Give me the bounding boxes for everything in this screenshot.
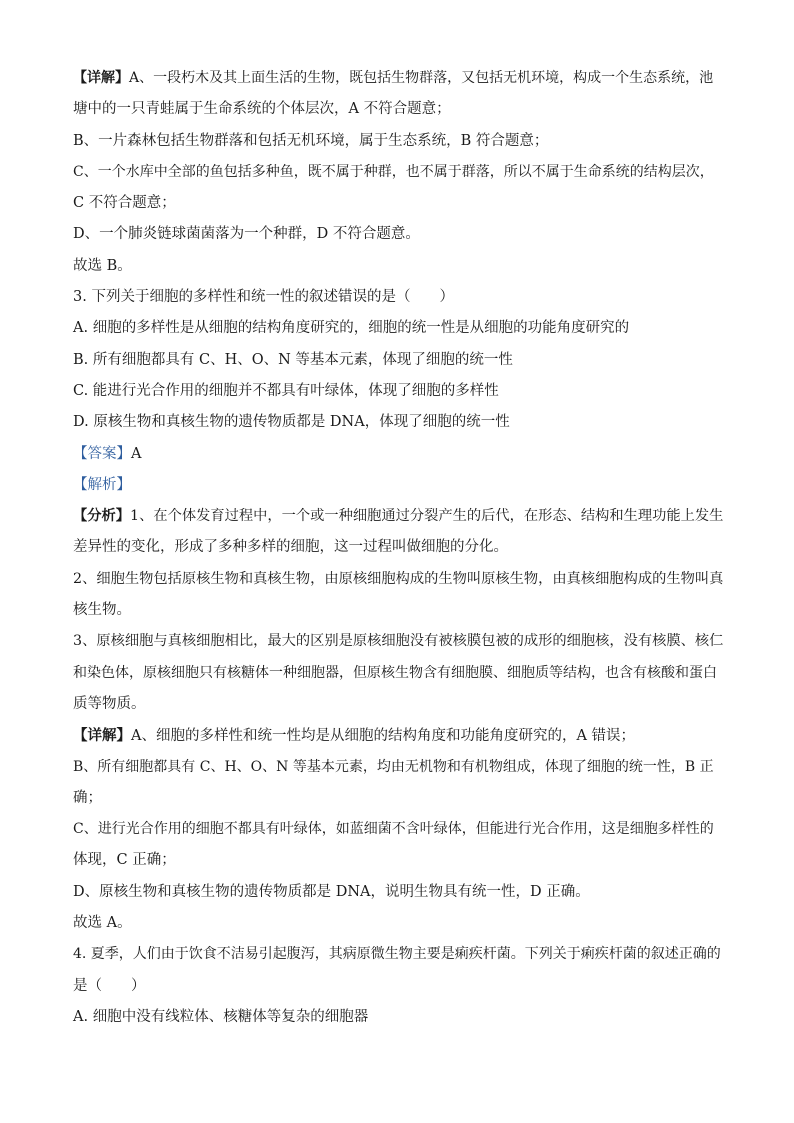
detail-line-2: 塘中的一只青蛙属于生命系统的个体层次，A 不符合题意； <box>73 101 451 118</box>
q3-detail-line-2: B、所有细胞都具有 C、H、O、N 等基本元素，均由无机物和有机物组成，体现了细胞的统一性，B 正 <box>73 758 714 775</box>
question-4-option-a: A. 细胞中没有线粒体、核糖体等复杂的细胞器 <box>73 1008 369 1025</box>
detail-conclusion: 故选 B。 <box>73 257 132 274</box>
fenxi-line-5: 3、原核细胞与真核细胞相比，最大的区别是原核细胞没有被核膜包被的成形的细胞核，没有核膜、核仁 <box>73 633 724 650</box>
q3-conclusion: 故选 A。 <box>73 915 132 932</box>
answer-value: A <box>131 445 142 462</box>
question-4-stem-line-1: 4. 夏季，人们由于饮食不洁易引起腹泻，其病原微生物主要是痢疾杆菌。下列关于痢疾杆菌的叙述正确的 <box>73 946 721 963</box>
q3-detail-line-5: 体现，C 正确； <box>73 852 176 869</box>
detail-line-5: C 不符合题意； <box>73 195 176 212</box>
q3-detail-tag: 【详解】 <box>73 727 131 745</box>
detail-line-3: B、一片森林包括生物群落和包括无机环境，属于生态系统，B 符合题意； <box>73 132 549 149</box>
fenxi-line-1: 【分析】1、在个体发育过程中，一个或一种细胞通过分裂产生的后代，在形态、结构和生理功能上发生 <box>73 508 724 525</box>
answer-line <box>73 439 723 470</box>
q3-detail-line-3: 确； <box>73 789 102 806</box>
detail-tag: 【详解】 <box>73 70 129 86</box>
q3-detail-line-1: 【详解】A、细胞的多样性和统一性均是从细胞的结构角度和功能角度研究的，A 错误； <box>73 727 636 745</box>
fenxi-line-2: 差异性的变化，形成了多种多样的细胞，这一过程叫做细胞的分化。 <box>73 539 508 556</box>
question-3-option-a: A. 细胞的多样性是从细胞的结构角度研究的，细胞的统一性是从细胞的功能角度研究的 <box>73 320 630 337</box>
question-3-option-b: B. 所有细胞都具有 C、H、O、N 等基本元素，体现了细胞的统一性 <box>73 351 513 368</box>
fenxi-line-4: 核生物。 <box>73 602 131 619</box>
question-3-option-d: D. 原核生物和真核生物的遗传物质都是 DNA，体现了细胞的统一性 <box>73 414 510 431</box>
fenxi-line-3: 2、细胞生物包括原核生物和真核生物，由原核细胞构成的生物叫原核生物，由真核细胞构成的生物叫真 <box>73 570 724 587</box>
fenxi-line-6: 和染色体，原核细胞只有核糖体一种细胞器，但原核生物含有细胞膜、细胞质等结构，也含有核酸和蛋白 <box>73 664 717 681</box>
q3-detail-line-6: D、原核生物和真核生物的遗传物质都是 DNA，说明生物具有统一性，D 正确。 <box>73 883 590 900</box>
detail-line-1: 【详解】A、一段朽木及其上面生活的生物，既包括生物群落，又包括无机环境，构成一个生态系统，池 <box>73 70 714 86</box>
fenxi-line-7: 质等物质。 <box>73 695 146 712</box>
detail-line-4: C、一个水库中全部的鱼包括多种鱼，既不属于种群，也不属于群落，所以不属于生命系统的结构层次， <box>73 163 714 180</box>
q3-detail-line-4: C、进行光合作用的细胞不都具有叶绿体，如蓝细菌不含叶绿体，但能进行光合作用，这是细胞多样性的 <box>73 821 714 838</box>
analysis-tag: 【解析】 <box>73 476 131 493</box>
document-page <box>73 63 723 1033</box>
question-3-stem: 3. 下列关于细胞的多样性和统一性的叙述错误的是（ ） <box>73 289 454 306</box>
answer-tag: 【答案】 <box>73 445 131 462</box>
fenxi-tag: 【分析】 <box>73 508 131 525</box>
question-4-stem-line-2: 是（ ） <box>73 977 146 994</box>
detail-line-6: D、一个肺炎链球菌菌落为一个种群，D 不符合题意。 <box>73 226 420 243</box>
question-3-option-c: C. 能进行光合作用的细胞并不都具有叶绿体，体现了细胞的多样性 <box>73 382 499 399</box>
